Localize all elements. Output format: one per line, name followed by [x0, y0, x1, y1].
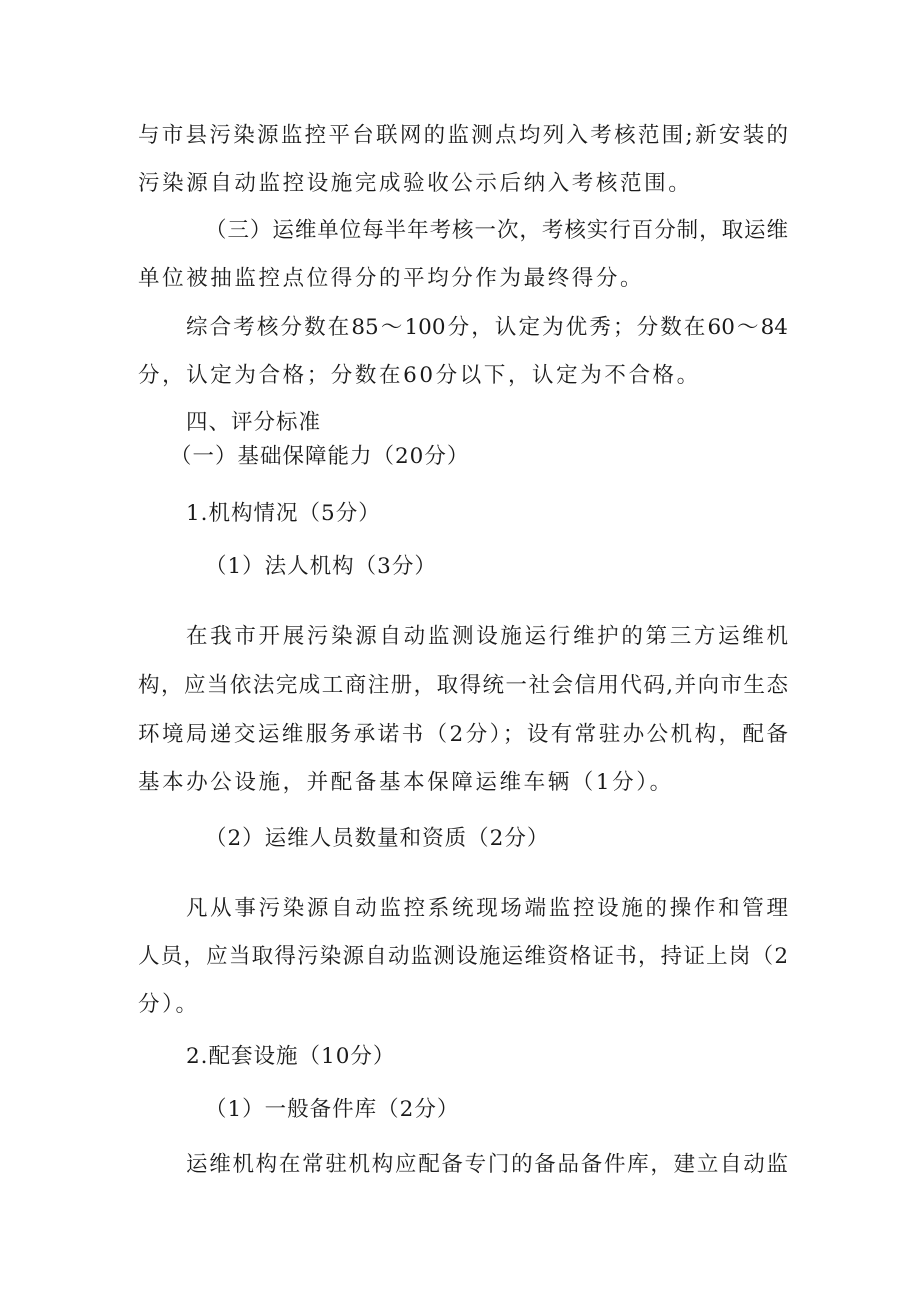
paragraph-line: 环境局递交运维服务承诺书（2分）；设有常驻办公机构，配备: [138, 722, 788, 747]
paragraph-line: 与市县污染源监控平台联网的监测点均列入考核范围;新安装的: [138, 123, 788, 148]
paragraph-line: （三）运维单位每半年考核一次，考核实行百分制，取运维: [205, 218, 788, 243]
paragraph-line: 分，认定为合格；分数在60分以下，认定为不合格。: [138, 363, 701, 388]
paragraph-line: 人员，应当取得污染源自动监测设施运维资格证书，持证上岗（2: [138, 944, 788, 969]
paragraph-line: 凡从事污染源自动监控系统现场端监控设施的操作和管理: [186, 896, 788, 921]
item-heading: 1.机构情况（5分）: [186, 501, 381, 526]
section-heading: 四、评分标准: [186, 410, 322, 435]
paragraph-line: 污染源自动监控设施完成验收公示后纳入考核范围。: [138, 171, 693, 196]
paragraph-line: 基本办公设施，并配备基本保障运维车辆（1分）。: [138, 770, 674, 795]
subitem-heading: （2）运维人员数量和资质（2分）: [205, 826, 550, 851]
paragraph-line: 在我市开展污染源自动监测设施运行维护的第三方运维机: [186, 624, 788, 649]
paragraph-line: 构，应当依法完成工商注册，取得统一社会信用代码,并向市生态: [138, 673, 788, 698]
item-heading: 2.配套设施（10分）: [186, 1044, 396, 1069]
subitem-heading: （1）法人机构（3分）: [205, 554, 437, 579]
paragraph-line: 单位被抽监控点位得分的平均分作为最终得分。: [138, 266, 645, 291]
paragraph-line: 分）。: [138, 992, 200, 1017]
paragraph-line: 综合考核分数在85～100分，认定为优秀；分数在60～84: [186, 315, 788, 340]
subsection-heading: （一）基础保障能力（20分）: [170, 444, 470, 469]
subitem-heading: （1）一般备件库（2分）: [205, 1097, 460, 1122]
paragraph-line: 运维机构在常驻机构应配备专门的备品备件库，建立自动监: [186, 1152, 788, 1177]
